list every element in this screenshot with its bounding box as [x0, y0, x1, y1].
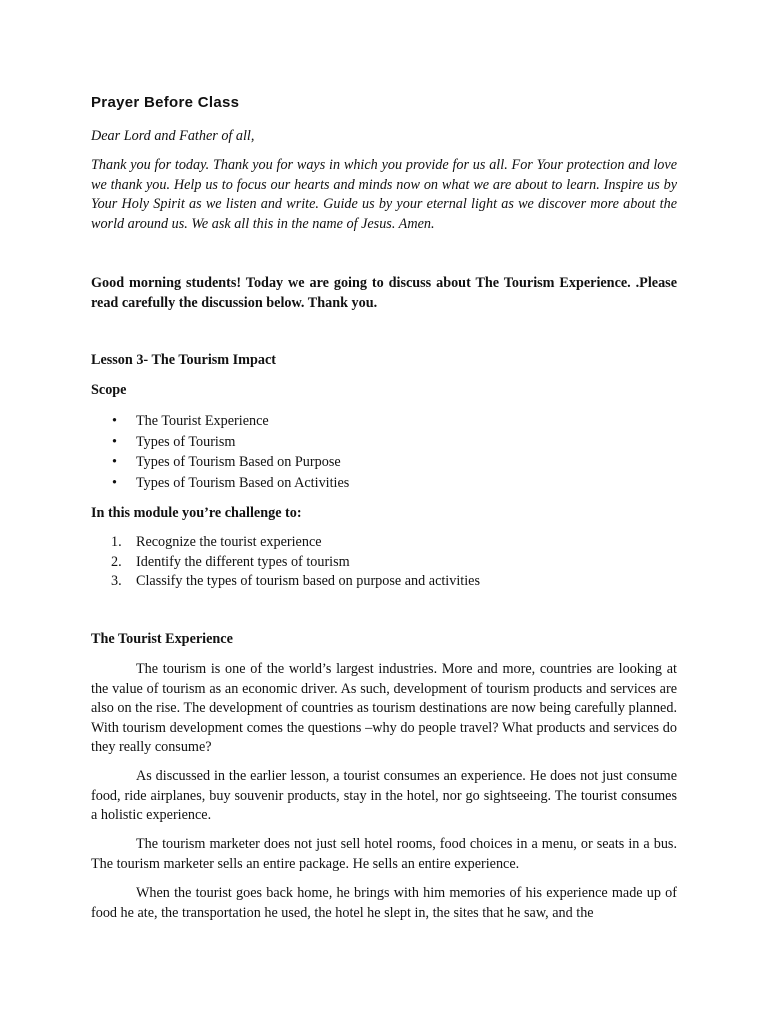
- objective-text: Identify the different types of tourism: [136, 553, 350, 570]
- scope-list: [91, 411, 349, 494]
- section-title: The Tourist Experience: [91, 631, 233, 647]
- bullet-icon: •: [112, 475, 117, 492]
- challenge-label: In this module you’re challenge to:: [91, 505, 302, 521]
- list-item: [91, 452, 349, 473]
- list-item: [91, 572, 480, 592]
- prayer-title: Prayer Before Class: [91, 94, 240, 111]
- scope-item-text: Types of Tourism Based on Purpose: [136, 454, 341, 471]
- objectives-list: [91, 533, 480, 592]
- scope-item-text: Types of Tourism: [136, 433, 236, 450]
- list-item: [91, 473, 349, 494]
- prayer-body: Thank you for today. Thank you for ways in which you provide for us all. For Your protection and love we thank you. Help us to focus our hearts and minds now on what we are about to learn. Inspire us by Your Holy Spirit as we listen and write. Guide us by your eternal light as we discover more about the world around us. We ask all this in the name of Jesus. Amen.: [91, 157, 677, 232]
- list-item: [91, 411, 349, 432]
- list-number: 2.: [111, 553, 122, 570]
- scope-item-text: Types of Tourism Based on Activities: [136, 475, 350, 492]
- paragraph: The tourism marketer does not just sell hotel rooms, food choices in a menu, or seats in a bus. The tourism marketer sells an entire package. He sells an entire experience.: [91, 836, 677, 872]
- list-number: 1.: [111, 534, 122, 550]
- lesson-title: Lesson 3- The Tourism Impact: [91, 352, 276, 368]
- list-item: [91, 553, 480, 573]
- objective-text: Classify the types of tourism based on purpose and activities: [136, 573, 480, 589]
- paragraph: As discussed in the earlier lesson, a tourist consumes an experience. He does not just consume food, ride airplanes, buy souvenir products, stay in the hotel, nor go sightseeing. The tourist consumes a holistic experience.: [91, 768, 677, 824]
- objective-text: Recognize the tourist experience: [136, 534, 322, 550]
- bullet-icon: •: [112, 433, 117, 450]
- list-item: [91, 432, 349, 453]
- scope-item-text: The Tourist Experience: [136, 413, 269, 429]
- scope-label: Scope: [91, 382, 127, 398]
- list-item: [91, 533, 480, 553]
- bullet-icon: •: [112, 413, 117, 429]
- paragraph: The tourism is one of the world’s largest industries. More and more, countries are looking at the value of tourism as an economic driver. As such, development of tourism products and services are also on the rise. The development of countries as tourism destinations are now being carefully planned. With tourism development comes the questions –why do people travel? What products and services do they really consume?: [91, 661, 677, 756]
- paragraph: When the tourist goes back home, he brings with him memories of his experience made up of food he ate, the transportation he used, the hotel he slept in, the sites that he saw, and the: [91, 885, 677, 921]
- greeting-paragraph: Good morning students! Today we are going to discuss about The Tourism Experience. .Please read carefully the discussion below. Thank you.: [91, 275, 677, 311]
- list-number: 3.: [111, 573, 122, 589]
- prayer-salutation: Dear Lord and Father of all,: [91, 128, 255, 144]
- bullet-icon: •: [112, 454, 117, 471]
